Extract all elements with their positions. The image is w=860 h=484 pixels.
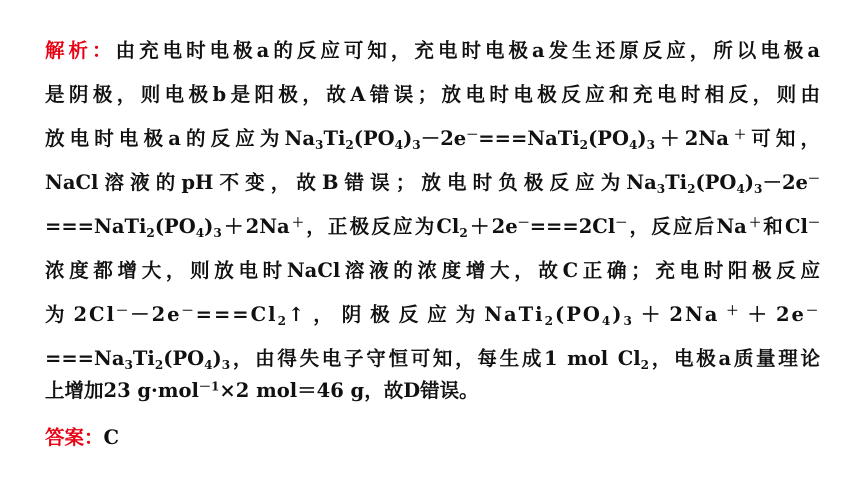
analysis-line-3: 放电时电极a的反应为$Na_3Ti_2(PO_4)_3-2e^-===NaTi_2(PO_4)_3+2Na^+$可知，: [45, 127, 821, 152]
answer-label: 答案：: [45, 426, 104, 449]
analysis-line-2: 是阴极，则电极b是阳极，故A错误；放电时电极反应和充电时相反，则由: [45, 83, 820, 106]
analysis-line-5: $===NaTi_2(PO_4)_3+2Na^+$，正极反应为$Cl_2+2e^-===2Cl^-$，反应后Na＋和Cl－: [45, 215, 821, 240]
analysis-line-4: NaCl溶液的pH不变，故B错误；放电时负极反应为$Na_3Ti_2(PO_4)_3-2e^-$: [45, 171, 820, 196]
analysis-label: 解析：: [45, 39, 116, 62]
analysis-line-9: 上增加23 g·mol$^{-1}$×2 mol＝46 g，故D错误。: [45, 379, 479, 402]
answer-value: C: [103, 426, 120, 449]
analysis-line-7: 为$2Cl^--2e^-===Cl_2↑$，阴极反应为$NaTi_2(PO_4)_3+2Na^++2e^-$: [45, 303, 821, 328]
analysis-line-8: $===Na_3Ti_2(PO_4)_3$，由得失电子守恒可知，每生成1 mol $Cl_2$，电极a质量理论: [45, 347, 820, 372]
analysis-line-1: 解析：由充电时电极a的反应可知，充电时电极a发生还原反应，所以电极a: [45, 39, 820, 62]
answer-line: [45, 420, 820, 456]
analysis-line-6: 浓度都增大，则放电时NaCl溶液的浓度增大，故C正确；充电时阳极反应: [45, 259, 820, 282]
